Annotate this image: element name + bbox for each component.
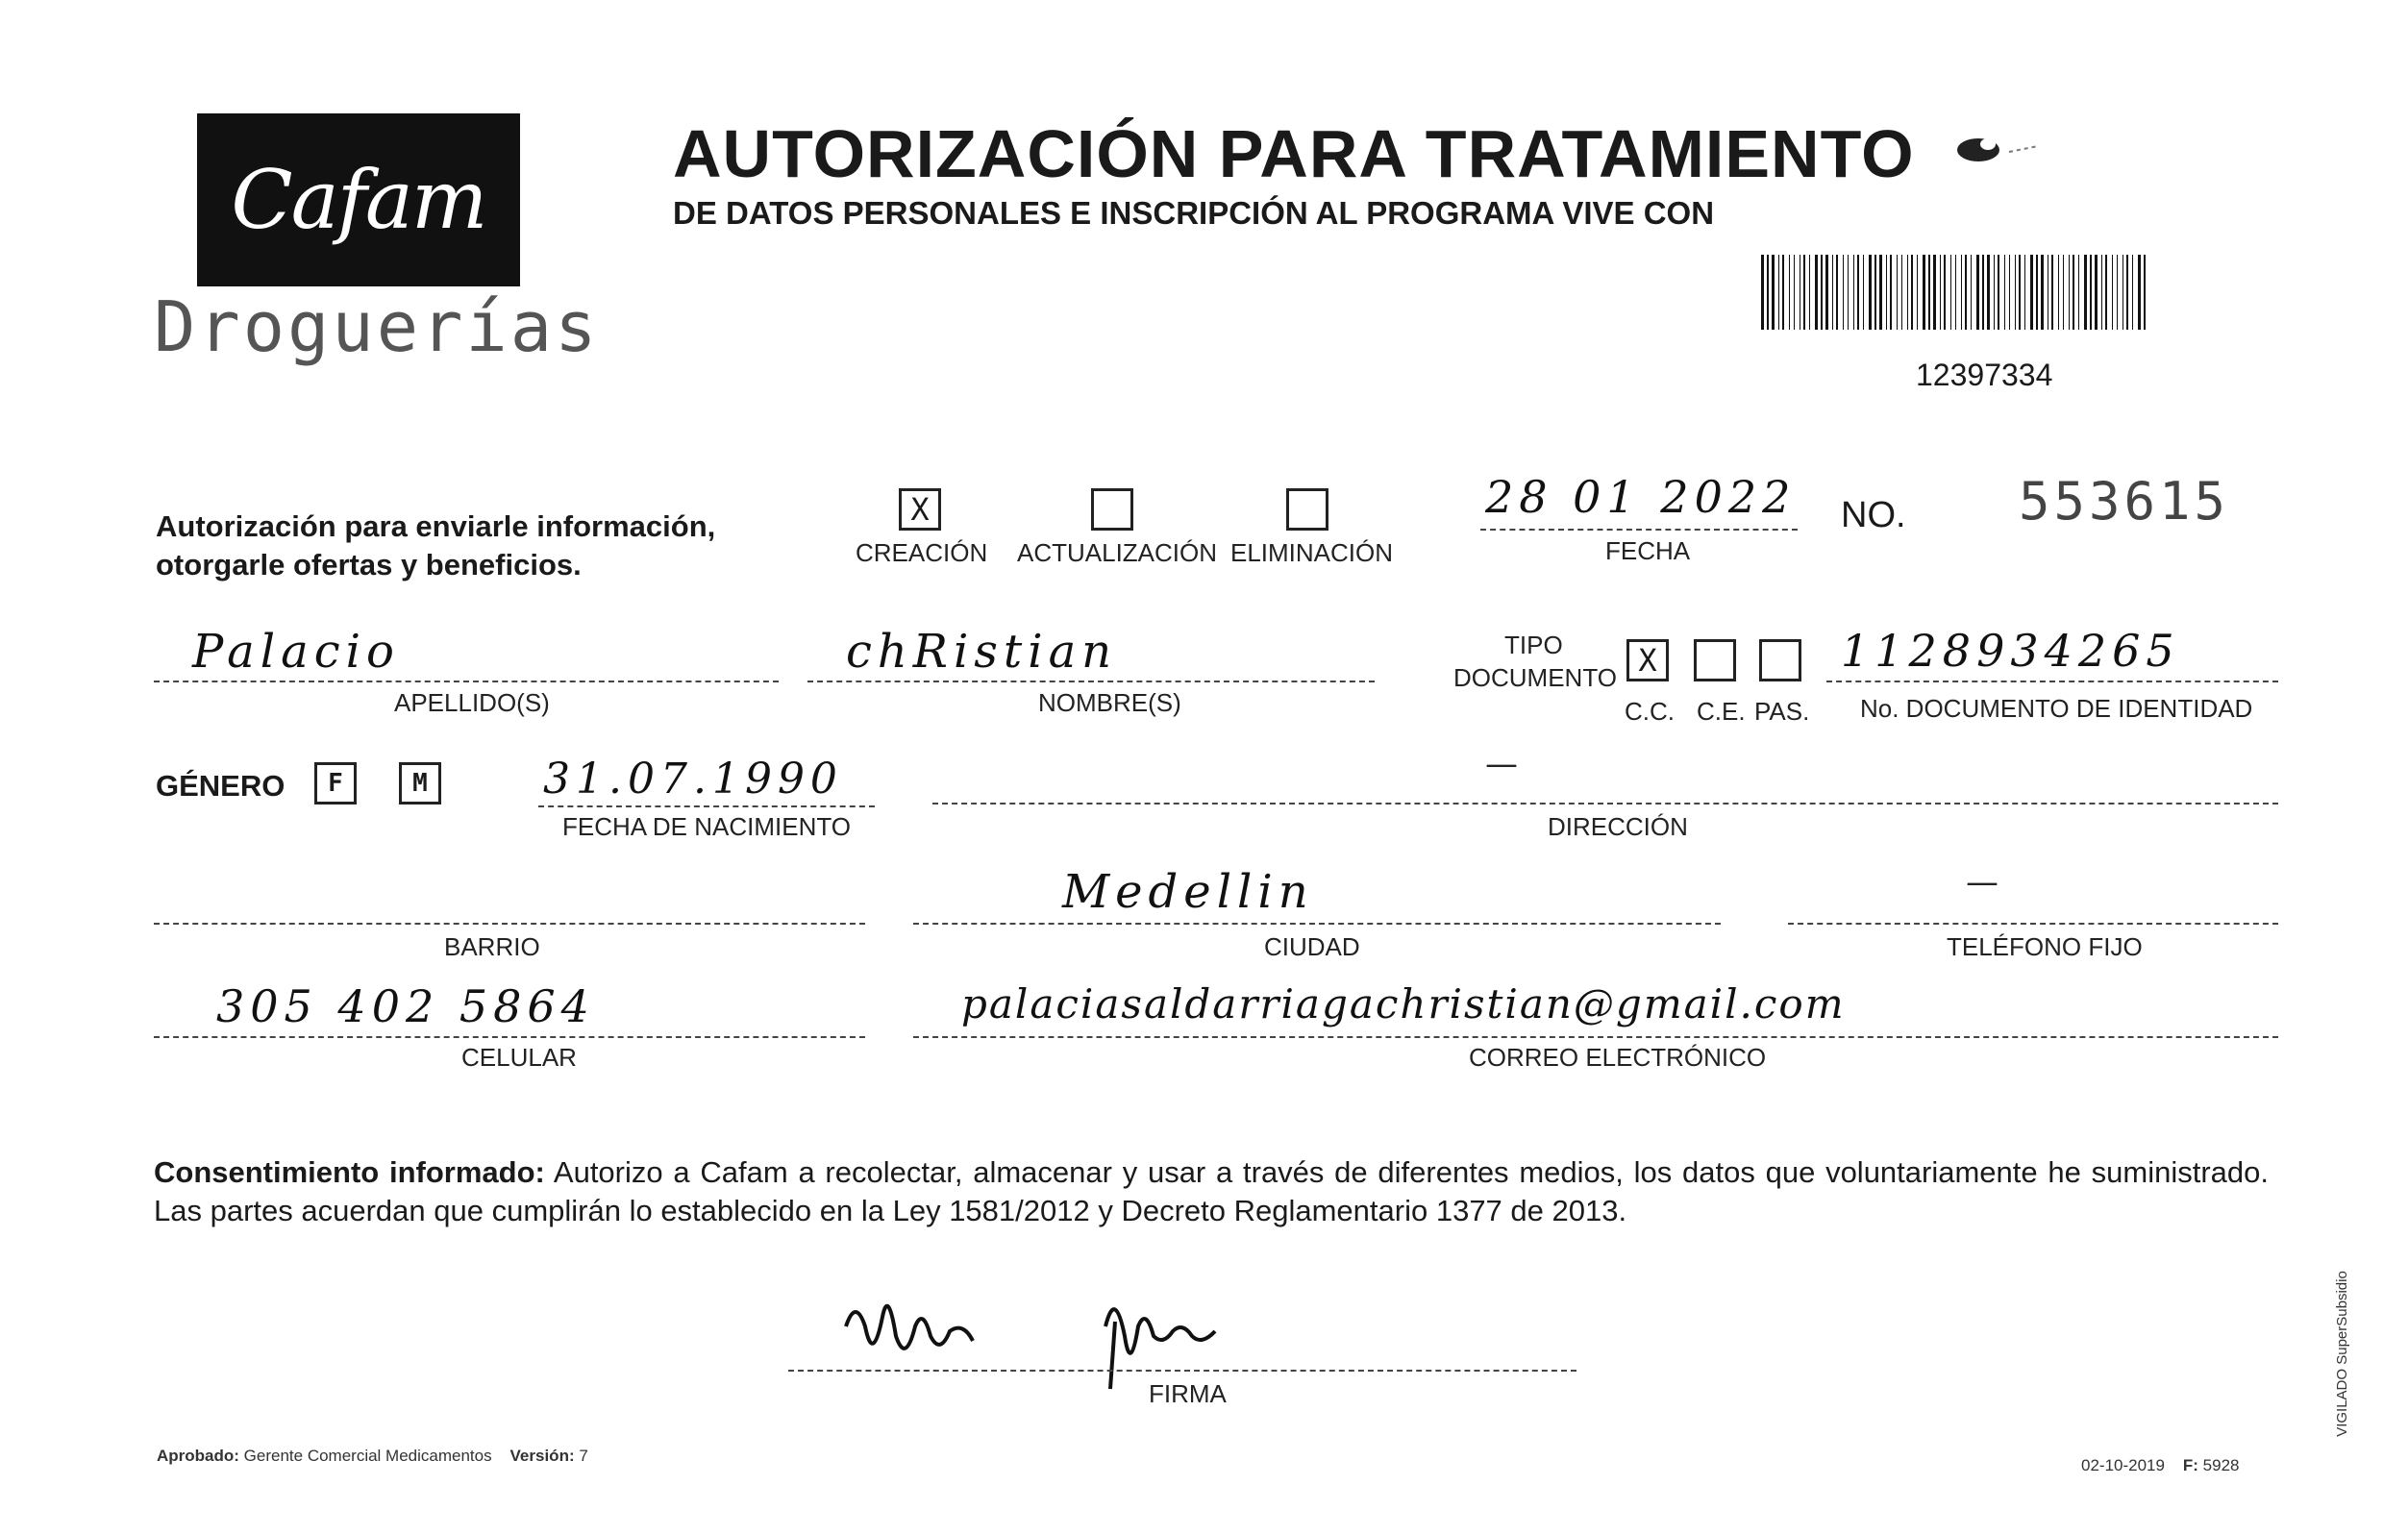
barcode-bar (1955, 255, 1956, 330)
barcode-bar (2030, 255, 2033, 330)
barcode-bar (1857, 255, 1859, 330)
tipo-label: TIPO (1504, 631, 1563, 659)
footer-date-code (2081, 1456, 2239, 1475)
barcode-bar (1950, 255, 1951, 330)
barcode-bar (2084, 255, 2087, 330)
documento-numero-label: No. DOCUMENTO DE IDENTIDAD (1860, 694, 2253, 723)
barcode-bar (1890, 255, 1892, 330)
barcode-bar (1778, 255, 1779, 330)
barcode-bar (1961, 255, 1962, 330)
ce-checkbox[interactable] (1694, 639, 1736, 681)
barcode-bar (2024, 255, 2025, 330)
barcode-bar (2138, 255, 2141, 330)
actualizacion-checkbox[interactable] (1091, 488, 1133, 531)
numero-label: NO. (1841, 495, 1906, 535)
creacion-label: CREACIÓN (856, 538, 988, 567)
barcode-bar (1911, 255, 1913, 330)
celular-label: CELULAR (461, 1043, 577, 1072)
barcode-bar (2019, 255, 2021, 330)
vigilado-side-text: VIGILADO SuperSubsidio (2333, 1271, 2350, 1437)
genero-f-checkbox[interactable]: F (314, 762, 357, 805)
apellidos-label: APELLIDO(S) (394, 688, 550, 717)
fecha-nacimiento-label: FECHA DE NACIMIENTO (562, 812, 852, 841)
barcode-bar (2117, 255, 2118, 330)
consent-paragraph (154, 1153, 2269, 1230)
barcode-bar (1901, 255, 1902, 330)
fecha-label: FECHA (1605, 536, 1691, 565)
barcode-bar (1863, 255, 1864, 330)
cc-label: C.C. (1625, 697, 1675, 726)
barcode-bar (1982, 255, 1984, 330)
intro-text: Autorización para enviarle información, otorgarle ofertas y beneficios. (156, 509, 716, 582)
aprobado-value: Gerente Comercial Medicamentos (243, 1447, 492, 1465)
barcode-bar (1944, 255, 1946, 330)
version-label: Versión: (509, 1447, 575, 1465)
apellidos-value: Palacio (192, 625, 400, 679)
barcode-bar (1836, 255, 1838, 330)
barcode-bar (1767, 255, 1769, 330)
pas-checkbox[interactable] (1759, 639, 1801, 681)
fecha-nacimiento-value: 31.07.1990 (543, 755, 843, 804)
ciudad-value: Medellin (1062, 865, 1314, 919)
ce-label: C.E. (1697, 697, 1746, 726)
barcode-bar (2009, 255, 2010, 330)
pas-label: PAS. (1754, 697, 1810, 726)
consent-heading: Consentimiento informado: (154, 1155, 545, 1189)
barcode-bar (2063, 255, 2064, 330)
barcode-bar (1794, 255, 1795, 330)
fecha-value: 28 01 2022 (1485, 471, 1797, 523)
telefono-value: — (1966, 863, 1998, 902)
barcode-bar (2132, 255, 2133, 330)
barcode-bar (1815, 255, 1818, 330)
genero-label: GÉNERO (156, 769, 285, 803)
barcode-bar (1782, 255, 1784, 330)
barcode-bar (2069, 255, 2070, 330)
email-label: CORREO ELECTRÓNICO (1469, 1043, 1767, 1072)
footer-f-label: F: (2182, 1456, 2198, 1474)
barcode-bar (1940, 255, 1941, 330)
barcode-bar (1897, 255, 1898, 330)
barcode-bar (2101, 255, 2102, 330)
form-title: AUTORIZACIÓN PARA TRATAMIENTO (673, 116, 1915, 191)
direccion-label: DIRECCIÓN (1548, 812, 1688, 841)
email-value: palaciasaldarriagachristian@gmail.com (961, 980, 1846, 1027)
nombres-value: chRistian (846, 625, 1118, 679)
eliminacion-checkbox[interactable] (1286, 488, 1328, 531)
actualizacion-label: ACTUALIZACIÓN (1017, 538, 1218, 567)
barcode-bar (1832, 255, 1833, 330)
form-subtitle: DE DATOS PERSONALES E INSCRIPCIÓN AL PROGRAMA VIVE CON (673, 195, 1715, 231)
barcode-bar (1923, 255, 1925, 330)
barcode-bar (1821, 255, 1823, 330)
barcode-bar (1933, 255, 1936, 330)
barcode-bar (1917, 255, 1918, 330)
nombres-label: NOMBRE(S) (1038, 688, 1181, 717)
barcode-bar (1976, 255, 1979, 330)
barcode-bar (1874, 255, 1876, 330)
barcode-bar (1843, 255, 1844, 330)
stamp-mark-icon (1942, 125, 2048, 173)
barcode (1761, 255, 2146, 330)
barcode-bar (1907, 255, 1908, 330)
barcode-bar (2041, 255, 2044, 330)
firma-label: FIRMA (1149, 1379, 1227, 1408)
genero-m-checkbox[interactable]: M (399, 762, 441, 805)
barcode-bar (1879, 255, 1882, 330)
barcode-number: 12397334 (1916, 358, 2053, 392)
barcode-bar (1965, 255, 1967, 330)
barcode-bar (2078, 255, 2079, 330)
footer-date: 02-10-2019 (2081, 1456, 2165, 1474)
barcode-bar (2073, 255, 2074, 330)
barcode-bar (1809, 255, 1810, 330)
aprobado-label: Aprobado: (157, 1447, 239, 1465)
documento-label: DOCUMENTO (1453, 663, 1617, 692)
footer-f-value: 5928 (2202, 1456, 2240, 1474)
barrio-label: BARRIO (444, 932, 540, 961)
ciudad-label: CIUDAD (1264, 932, 1360, 961)
telefono-label: TELÉFONO FIJO (1947, 932, 2143, 961)
footer-aprobado (157, 1447, 588, 1466)
direccion-value: — (1485, 745, 1518, 783)
celular-value: 305 402 5864 (216, 980, 595, 1032)
barcode-bar (2095, 255, 2098, 330)
barcode-bar (1886, 255, 1887, 330)
barcode-bar (2036, 255, 2038, 330)
barcode-bar (1998, 255, 1999, 330)
barcode-bar (2058, 255, 2059, 330)
barcode-bar (1803, 255, 1805, 330)
cafam-logo (197, 113, 520, 286)
numero-value: 553615 (2019, 471, 2230, 532)
documento-value: 1128934265 (1841, 625, 2180, 677)
barcode-bar (2144, 255, 2146, 330)
barcode-bar (1853, 255, 1854, 330)
barcode-bar (1761, 255, 1764, 330)
barcode-bar (1825, 255, 1828, 330)
eliminacion-label: ELIMINACIÓN (1230, 538, 1394, 567)
cc-checkbox[interactable]: X (1626, 639, 1669, 681)
barcode-bar (1971, 255, 1972, 330)
barcode-bar (2015, 255, 2016, 330)
barcode-bar (2112, 255, 2113, 330)
barcode-bar (2004, 255, 2005, 330)
signature-image (827, 1269, 1327, 1403)
barcode-bar (1848, 255, 1849, 330)
barcode-bar (1869, 255, 1872, 330)
version-value: 7 (579, 1447, 588, 1465)
barcode-bar (2105, 255, 2107, 330)
barcode-bar (1994, 255, 1995, 330)
barcode-bar (1928, 255, 1930, 330)
barcode-bar (1789, 255, 1790, 330)
consent-text: Autorizo a Cafam a recolectar, almacenar y usar a través de diferentes medios, los datos que voluntariamente he suministrado. Las partes acuerdan que cumplirán lo establecido en la Ley 1581/2012 y Decreto Reglamentario 1377 de 2013. (154, 1155, 2269, 1227)
barcode-bar (1772, 255, 1775, 330)
logo-text: Cafam (231, 153, 486, 247)
barcode-bar (2090, 255, 2092, 330)
barcode-bar (2126, 255, 2128, 330)
logo-subtitle: Droguerías (154, 286, 600, 367)
barcode-bar (2051, 255, 2053, 330)
creacion-checkbox[interactable]: X (899, 488, 941, 531)
barcode-bar (1987, 255, 1990, 330)
